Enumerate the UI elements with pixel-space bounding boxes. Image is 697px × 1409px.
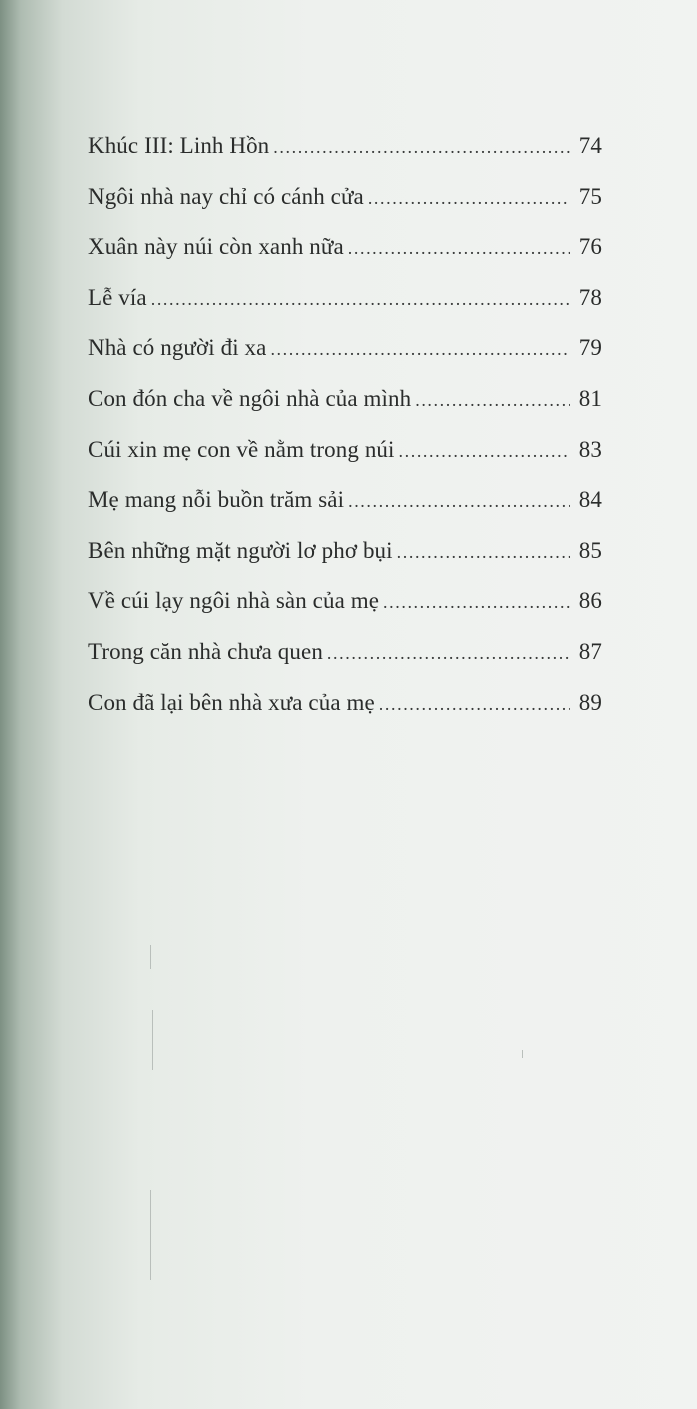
toc-entry-page: 81 xyxy=(578,385,602,411)
dot-leader xyxy=(273,137,570,158)
toc-entry-page: 89 xyxy=(578,689,602,715)
toc-entry-title: Khúc III: Linh Hồn xyxy=(88,133,270,158)
dot-leader xyxy=(397,542,570,563)
table-of-contents xyxy=(88,133,602,740)
toc-entry xyxy=(88,335,602,386)
toc-entry xyxy=(88,639,602,690)
dot-leader xyxy=(379,694,570,715)
toc-entry xyxy=(88,538,602,589)
toc-entry-page: 75 xyxy=(578,183,602,209)
toc-entry-page: 74 xyxy=(578,133,602,158)
toc-entry-title: Mẹ mang nỗi buồn trăm sải xyxy=(88,487,345,513)
toc-entry-page: 78 xyxy=(578,284,602,310)
toc-entry-title: Trong căn nhà chưa quen xyxy=(88,638,323,664)
toc-entry-page: 86 xyxy=(578,588,602,614)
dot-leader xyxy=(415,390,570,411)
dot-leader xyxy=(399,441,570,462)
toc-entry xyxy=(88,234,602,285)
toc-entry xyxy=(88,588,602,639)
toc-entry xyxy=(88,437,602,488)
dot-leader xyxy=(348,238,570,259)
toc-entry xyxy=(88,133,602,184)
dot-leader xyxy=(270,339,570,360)
toc-entry-page: 87 xyxy=(578,638,602,664)
toc-entry-page: 76 xyxy=(578,234,602,260)
toc-entry-title: Con đón cha về ngôi nhà của mình xyxy=(88,385,412,411)
toc-entry-title: Nhà có người đi xa xyxy=(88,335,267,361)
scan-artifact xyxy=(150,945,151,969)
dot-leader xyxy=(151,289,570,310)
toc-entry xyxy=(88,184,602,235)
dot-leader xyxy=(368,188,570,209)
toc-entry-page: 83 xyxy=(578,436,602,462)
toc-entry-title: Về cúi lạy ngôi nhà sàn của mẹ xyxy=(88,588,380,614)
toc-entry xyxy=(88,386,602,437)
toc-entry-page: 79 xyxy=(578,335,602,361)
toc-entry xyxy=(88,690,602,741)
scan-artifact xyxy=(152,1010,153,1070)
toc-entry xyxy=(88,487,602,538)
toc-entry-page: 85 xyxy=(578,537,602,563)
toc-entry-title: Con đã lại bên nhà xưa của mẹ xyxy=(88,689,375,715)
toc-entry-title: Cúi xin mẹ con về nằm trong núi xyxy=(88,436,395,462)
toc-entry-title: Lễ vía xyxy=(88,284,147,310)
toc-entry-page: 84 xyxy=(578,487,602,513)
dot-leader xyxy=(327,643,570,664)
scan-artifact xyxy=(522,1050,523,1058)
dot-leader xyxy=(348,491,570,512)
toc-entry xyxy=(88,285,602,336)
scan-artifact xyxy=(150,1190,151,1280)
toc-entry-title: Ngôi nhà nay chỉ có cánh cửa xyxy=(88,183,364,209)
toc-entry-title: Xuân này núi còn xanh nữa xyxy=(88,234,344,260)
toc-entry-title: Bên những mặt người lơ phơ bụi xyxy=(88,537,393,563)
dot-leader xyxy=(383,592,570,613)
